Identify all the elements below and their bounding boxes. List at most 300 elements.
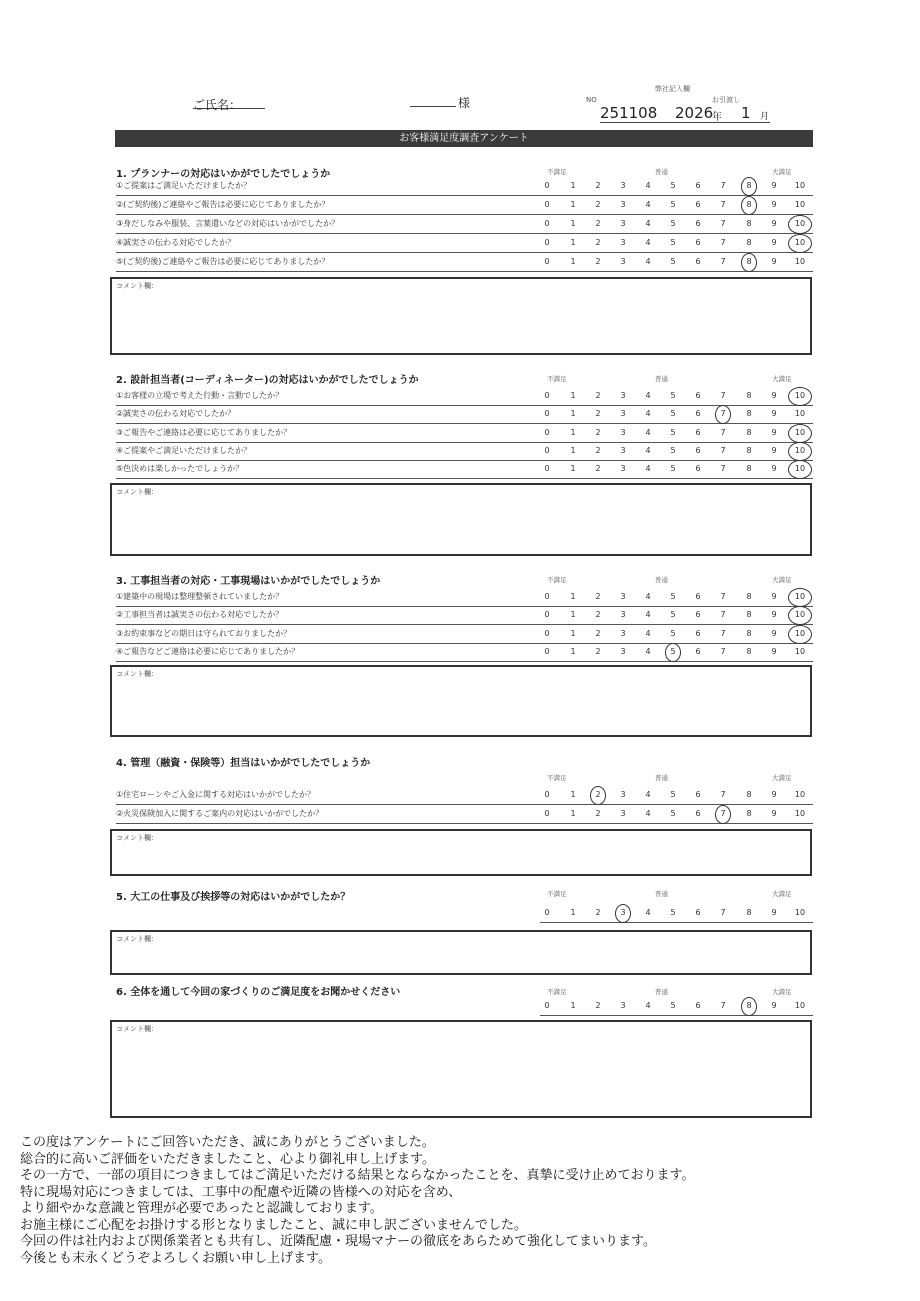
question-divider — [116, 214, 813, 215]
rating-option-4[interactable]: 4 — [645, 257, 651, 266]
rating-option-5[interactable]: 5 — [670, 790, 676, 799]
rating-option-7[interactable]: 7 — [720, 629, 726, 638]
rating-option-6[interactable]: 6 — [695, 409, 701, 418]
rating-option-3[interactable]: 3 — [620, 219, 626, 228]
rating-option-5[interactable]: 5 — [670, 647, 676, 656]
rating-option-7[interactable]: 7 — [720, 446, 726, 455]
question-divider — [116, 233, 813, 234]
header-line — [600, 122, 770, 123]
rating-option-3[interactable]: 3 — [620, 809, 626, 818]
scale-label-high: 大満足 — [772, 890, 792, 898]
rating-option-1[interactable]: 1 — [570, 809, 576, 818]
rating-option-10[interactable]: 10 — [794, 181, 806, 190]
question-text: ③身だしなみや服装、言葉遣いなどの対応はいかがでしたか？ — [116, 219, 340, 228]
rating-option-5[interactable]: 5 — [670, 181, 676, 190]
rating-option-10[interactable]: 10 — [794, 1001, 806, 1010]
rating-option-10[interactable]: 10 — [794, 610, 806, 619]
rating-option-10[interactable]: 10 — [794, 428, 806, 437]
rating-option-7[interactable]: 7 — [720, 409, 726, 418]
rating-option-1[interactable]: 1 — [570, 592, 576, 601]
rating-option-7[interactable]: 7 — [720, 181, 726, 190]
rating-option-8[interactable]: 8 — [746, 428, 752, 437]
handover-month: 1 — [741, 104, 751, 122]
rating-option-1[interactable]: 1 — [570, 238, 576, 247]
rating-option-9[interactable]: 9 — [771, 908, 777, 917]
rating-option-9[interactable]: 9 — [771, 409, 777, 418]
rating-option-1[interactable]: 1 — [570, 428, 576, 437]
rating-option-5[interactable]: 5 — [670, 446, 676, 455]
rating-option-6[interactable]: 6 — [695, 219, 701, 228]
question-divider — [540, 922, 813, 923]
rating-option-0[interactable]: 0 — [544, 647, 550, 656]
scale-label-low: 不満足 — [547, 576, 567, 584]
rating-option-5[interactable]: 5 — [670, 592, 676, 601]
rating-option-5[interactable]: 5 — [670, 200, 676, 209]
rating-option-6[interactable]: 6 — [695, 809, 701, 818]
answer-circle — [615, 904, 631, 923]
question-text: ①お客様の立場で考えた行動・言動でしたか？ — [116, 391, 284, 400]
rating-option-2[interactable]: 2 — [595, 629, 601, 638]
answer-circle — [788, 387, 812, 406]
rating-option-0[interactable]: 0 — [544, 629, 550, 638]
sama-label: 様 — [458, 96, 471, 110]
rating-option-3[interactable]: 3 — [620, 181, 626, 190]
rating-option-0[interactable]: 0 — [544, 257, 550, 266]
section-title: 1. プランナーの対応はいかがでしたでしょうか — [116, 169, 331, 180]
rating-option-7[interactable]: 7 — [720, 610, 726, 619]
rating-option-0[interactable]: 0 — [544, 428, 550, 437]
message-line: 今回の件は社内および関係業者とも共有し、近隣配慮・現場マナーの徹底をあらためて強化してまいります。 — [20, 1234, 656, 1249]
rating-option-2[interactable]: 2 — [595, 647, 601, 656]
rating-option-9[interactable]: 9 — [771, 647, 777, 656]
rating-option-9[interactable]: 9 — [771, 464, 777, 473]
rating-option-8[interactable]: 8 — [746, 809, 752, 818]
scale-label-mid: 普通 — [655, 168, 668, 176]
rating-option-9[interactable]: 9 — [771, 629, 777, 638]
question-text: ①ご提案はご満足いただけましたか？ — [116, 181, 252, 190]
rating-option-7[interactable]: 7 — [720, 428, 726, 437]
survey-banner: お客様満足度調査アンケート — [115, 130, 813, 147]
rating-option-0[interactable]: 0 — [544, 464, 550, 473]
scale-label-high: 大満足 — [772, 774, 792, 782]
rating-option-7[interactable]: 7 — [720, 200, 726, 209]
rating-option-5[interactable]: 5 — [670, 908, 676, 917]
rating-option-4[interactable]: 4 — [645, 610, 651, 619]
rating-option-0[interactable]: 0 — [544, 610, 550, 619]
answer-circle — [788, 460, 812, 479]
rating-option-3[interactable]: 3 — [620, 200, 626, 209]
rating-option-6[interactable]: 6 — [695, 1001, 701, 1010]
rating-option-2[interactable]: 2 — [595, 610, 601, 619]
rating-option-6[interactable]: 6 — [695, 629, 701, 638]
rating-option-10[interactable]: 10 — [794, 647, 806, 656]
rating-option-10[interactable]: 10 — [794, 409, 806, 418]
rating-option-8[interactable]: 8 — [746, 391, 752, 400]
rating-option-2[interactable]: 2 — [595, 391, 601, 400]
rating-option-3[interactable]: 3 — [620, 464, 626, 473]
question-text: ⑤色決めは楽しかったでしょうか？ — [116, 464, 244, 473]
rating-option-1[interactable]: 1 — [570, 647, 576, 656]
rating-option-2[interactable]: 2 — [595, 592, 601, 601]
rating-option-4[interactable]: 4 — [645, 1001, 651, 1010]
rating-option-4[interactable]: 4 — [645, 647, 651, 656]
question-divider — [116, 823, 813, 824]
rating-option-6[interactable]: 6 — [695, 647, 701, 656]
year-unit: 年 — [712, 112, 722, 123]
answer-circle — [788, 442, 812, 461]
rating-option-10[interactable]: 10 — [794, 200, 806, 209]
rating-option-3[interactable]: 3 — [620, 647, 626, 656]
rating-option-6[interactable]: 6 — [695, 610, 701, 619]
rating-option-9[interactable]: 9 — [771, 181, 777, 190]
rating-option-1[interactable]: 1 — [570, 219, 576, 228]
rating-option-1[interactable]: 1 — [570, 1001, 576, 1010]
rating-option-1[interactable]: 1 — [570, 446, 576, 455]
question-divider — [116, 804, 813, 805]
section-title: 4. 管理（融資・保険等）担当はいかがでしたでしょうか — [116, 758, 371, 769]
name-value-line — [410, 106, 456, 107]
comment-box[interactable] — [110, 483, 812, 556]
rating-option-2[interactable]: 2 — [595, 790, 601, 799]
rating-option-4[interactable]: 4 — [645, 409, 651, 418]
rating-option-4[interactable]: 4 — [645, 428, 651, 437]
rating-option-4[interactable]: 4 — [645, 200, 651, 209]
rating-option-9[interactable]: 9 — [771, 428, 777, 437]
question-divider — [116, 606, 813, 607]
rating-option-2[interactable]: 2 — [595, 464, 601, 473]
rating-option-3[interactable]: 3 — [620, 790, 626, 799]
rating-option-2[interactable]: 2 — [595, 1001, 601, 1010]
comment-label: コメント欄： — [116, 834, 158, 842]
rating-option-4[interactable]: 4 — [645, 391, 651, 400]
rating-option-4[interactable]: 4 — [645, 629, 651, 638]
rating-option-0[interactable]: 0 — [544, 446, 550, 455]
no-label: NO — [586, 96, 597, 104]
rating-option-8[interactable]: 8 — [746, 409, 752, 418]
rating-option-9[interactable]: 9 — [771, 391, 777, 400]
message-line: 特に現場対応につきましては、工事中の配慮や近隣の皆様への対応を含め、 — [20, 1184, 462, 1200]
question-divider — [116, 405, 813, 406]
rating-option-1[interactable]: 1 — [570, 908, 576, 917]
rating-option-1[interactable]: 1 — [570, 200, 576, 209]
rating-option-0[interactable]: 0 — [544, 809, 550, 818]
question-divider — [116, 643, 813, 644]
question-text: ③お約束事などの期日は守られておりましたか？ — [116, 629, 292, 638]
rating-option-7[interactable]: 7 — [720, 464, 726, 473]
question-divider — [116, 271, 813, 272]
rating-option-1[interactable]: 1 — [570, 391, 576, 400]
rating-option-3[interactable]: 3 — [620, 592, 626, 601]
rating-option-10[interactable]: 10 — [794, 809, 806, 818]
question-text: ②工事担当者は誠実さの伝わる対応でしたか？ — [116, 610, 284, 619]
answer-circle — [715, 405, 731, 424]
rating-option-1[interactable]: 1 — [570, 790, 576, 799]
comment-box[interactable] — [110, 277, 812, 355]
rating-option-6[interactable]: 6 — [695, 592, 701, 601]
rating-option-0[interactable]: 0 — [544, 200, 550, 209]
rating-option-4[interactable]: 4 — [645, 809, 651, 818]
rating-option-9[interactable]: 9 — [771, 790, 777, 799]
answer-circle — [741, 253, 757, 272]
rating-option-2[interactable]: 2 — [595, 908, 601, 917]
rating-option-9[interactable]: 9 — [771, 610, 777, 619]
rating-option-6[interactable]: 6 — [695, 908, 701, 917]
rating-option-2[interactable]: 2 — [595, 257, 601, 266]
rating-option-10[interactable]: 10 — [794, 592, 806, 601]
question-text: ④ご提案やご満足いただけましたか？ — [116, 446, 252, 455]
handover-label: お引渡し — [712, 96, 740, 104]
rating-option-4[interactable]: 4 — [645, 592, 651, 601]
rating-option-7[interactable]: 7 — [720, 809, 726, 818]
rating-option-9[interactable]: 9 — [771, 809, 777, 818]
rating-option-1[interactable]: 1 — [570, 409, 576, 418]
rating-option-4[interactable]: 4 — [645, 446, 651, 455]
rating-option-7[interactable]: 7 — [720, 908, 726, 917]
rating-option-5[interactable]: 5 — [670, 428, 676, 437]
rating-option-7[interactable]: 7 — [720, 1001, 726, 1010]
question-divider — [116, 460, 813, 461]
answer-circle — [788, 215, 812, 234]
rating-option-2[interactable]: 2 — [595, 181, 601, 190]
rating-option-10[interactable]: 10 — [794, 238, 806, 247]
rating-option-8[interactable]: 8 — [746, 647, 752, 656]
scale-label-low: 不満足 — [547, 890, 567, 898]
rating-option-5[interactable]: 5 — [670, 409, 676, 418]
rating-option-5[interactable]: 5 — [670, 257, 676, 266]
rating-option-3[interactable]: 3 — [620, 446, 626, 455]
scale-label-mid: 普通 — [655, 375, 668, 383]
rating-option-7[interactable]: 7 — [720, 219, 726, 228]
comment-box[interactable] — [110, 930, 812, 975]
rating-option-3[interactable]: 3 — [620, 629, 626, 638]
rating-option-6[interactable]: 6 — [695, 790, 701, 799]
question-text: ②火災保険加入に関するご案内の対応はいかがでしたか？ — [116, 809, 324, 818]
rating-option-0[interactable]: 0 — [544, 1001, 550, 1010]
rating-option-3[interactable]: 3 — [620, 428, 626, 437]
scale-label-mid: 普通 — [655, 890, 668, 898]
message-line: この度はアンケートにご回答いただき、誠にありがとうございました。 — [20, 1135, 435, 1150]
rating-option-5[interactable]: 5 — [670, 391, 676, 400]
rating-option-9[interactable]: 9 — [771, 257, 777, 266]
company-note: 弊社記入欄 — [655, 85, 690, 93]
rating-option-10[interactable]: 10 — [794, 629, 806, 638]
rating-option-6[interactable]: 6 — [695, 181, 701, 190]
rating-option-2[interactable]: 2 — [595, 446, 601, 455]
scale-label-low: 不満足 — [547, 988, 567, 996]
question-divider — [116, 252, 813, 253]
rating-option-7[interactable]: 7 — [720, 647, 726, 656]
message-line: 今後とも末永くどうぞよろしくお願い申し上げます。 — [20, 1250, 331, 1266]
question-text: ②(ご契約後)ご連絡やご報告は必要に応じてありましたか？ — [116, 200, 330, 209]
rating-option-3[interactable]: 3 — [620, 257, 626, 266]
rating-option-10[interactable]: 10 — [794, 446, 806, 455]
rating-option-7[interactable]: 7 — [720, 790, 726, 799]
question-text: ②誠実さの伝わる対応でしたか？ — [116, 409, 236, 418]
comment-box[interactable] — [110, 665, 812, 737]
comment-label: コメント欄： — [116, 282, 158, 290]
message-line: その一方で、一部の項目につきましてはご満足いただける結果とならなかったことを、真摯に受け止めております。 — [20, 1168, 695, 1183]
rating-option-0[interactable]: 0 — [544, 391, 550, 400]
section-title: 5. 大工の仕事及び挨拶等の対応はいかがでしたか？ — [116, 892, 351, 903]
rating-option-0[interactable]: 0 — [544, 219, 550, 228]
rating-option-9[interactable]: 9 — [771, 592, 777, 601]
question-text: ④ご報告などご連絡は必要に応じてありましたか？ — [116, 647, 300, 656]
scale-label-high: 大満足 — [772, 576, 792, 584]
scale-label-low: 不満足 — [547, 168, 567, 176]
rating-option-6[interactable]: 6 — [695, 257, 701, 266]
question-divider — [116, 423, 813, 424]
comment-box[interactable] — [110, 829, 812, 876]
rating-option-8[interactable]: 8 — [746, 908, 752, 917]
rating-option-4[interactable]: 4 — [645, 790, 651, 799]
rating-option-5[interactable]: 5 — [670, 1001, 676, 1010]
scale-label-low: 不満足 — [547, 375, 567, 383]
answer-circle — [741, 997, 757, 1016]
comment-label: コメント欄： — [116, 670, 158, 678]
answer-circle — [665, 643, 681, 662]
answer-circle — [741, 196, 757, 215]
rating-option-8[interactable]: 8 — [746, 446, 752, 455]
rating-option-2[interactable]: 2 — [595, 428, 601, 437]
rating-option-3[interactable]: 3 — [620, 1001, 626, 1010]
rating-option-6[interactable]: 6 — [695, 464, 701, 473]
rating-option-8[interactable]: 8 — [746, 257, 752, 266]
rating-option-3[interactable]: 3 — [620, 610, 626, 619]
rating-option-10[interactable]: 10 — [794, 464, 806, 473]
rating-option-5[interactable]: 5 — [670, 464, 676, 473]
rating-option-8[interactable]: 8 — [746, 629, 752, 638]
rating-option-6[interactable]: 6 — [695, 200, 701, 209]
answer-circle — [788, 424, 812, 443]
question-divider — [116, 478, 813, 479]
rating-option-4[interactable]: 4 — [645, 238, 651, 247]
comment-label: コメント欄： — [116, 488, 158, 496]
message-line: 総合的に高いご評価をいただきましたこと、心より御礼申し上げます。 — [20, 1151, 435, 1167]
rating-option-8[interactable]: 8 — [746, 200, 752, 209]
rating-option-8[interactable]: 8 — [746, 181, 752, 190]
rating-option-1[interactable]: 1 — [570, 257, 576, 266]
rating-option-8[interactable]: 8 — [746, 464, 752, 473]
answer-circle — [715, 805, 731, 824]
rating-option-7[interactable]: 7 — [720, 592, 726, 601]
rating-option-10[interactable]: 10 — [794, 257, 806, 266]
rating-option-0[interactable]: 0 — [544, 181, 550, 190]
scale-label-low: 不満足 — [547, 774, 567, 782]
question-text: ⑤(ご契約後)ご連絡やご報告は必要に応じてありましたか？ — [116, 257, 330, 266]
rating-option-6[interactable]: 6 — [695, 238, 701, 247]
rating-option-10[interactable]: 10 — [794, 391, 806, 400]
rating-option-6[interactable]: 6 — [695, 428, 701, 437]
answer-circle — [788, 606, 812, 625]
section-title: 2. 設計担当者(コーディネーター)の対応はいかがでしたでしょうか — [116, 375, 419, 386]
rating-option-9[interactable]: 9 — [771, 238, 777, 247]
rating-option-9[interactable]: 9 — [771, 200, 777, 209]
question-divider — [116, 195, 813, 196]
rating-option-3[interactable]: 3 — [620, 238, 626, 247]
rating-option-10[interactable]: 10 — [794, 790, 806, 799]
comment-box[interactable] — [110, 1020, 812, 1118]
rating-option-7[interactable]: 7 — [720, 391, 726, 400]
scale-label-mid: 普通 — [655, 774, 668, 782]
rating-option-7[interactable]: 7 — [720, 238, 726, 247]
question-text: ③ご報告やご連絡は必要に応じてありましたか？ — [116, 428, 292, 437]
rating-option-5[interactable]: 5 — [670, 809, 676, 818]
rating-option-3[interactable]: 3 — [620, 391, 626, 400]
rating-option-0[interactable]: 0 — [544, 908, 550, 917]
rating-option-5[interactable]: 5 — [670, 238, 676, 247]
survey-number: 251108 — [600, 104, 658, 122]
answer-circle — [741, 177, 757, 196]
rating-option-10[interactable]: 10 — [794, 219, 806, 228]
answer-circle — [590, 786, 606, 805]
rating-option-2[interactable]: 2 — [595, 200, 601, 209]
rating-option-4[interactable]: 4 — [645, 219, 651, 228]
handover-year: 2026 — [675, 104, 714, 122]
section-title: 6. 全体を通して今回の家づくりのご満足度をお聞かせください — [116, 987, 401, 998]
rating-option-8[interactable]: 8 — [746, 219, 752, 228]
rating-option-2[interactable]: 2 — [595, 219, 601, 228]
rating-option-6[interactable]: 6 — [695, 391, 701, 400]
name-field — [193, 94, 265, 112]
question-divider — [116, 442, 813, 443]
rating-option-0[interactable]: 0 — [544, 790, 550, 799]
answer-circle — [788, 234, 812, 253]
scale-label-high: 大満足 — [772, 168, 792, 176]
rating-option-2[interactable]: 2 — [595, 409, 601, 418]
rating-option-1[interactable]: 1 — [570, 629, 576, 638]
rating-option-1[interactable]: 1 — [570, 181, 576, 190]
rating-option-8[interactable]: 8 — [746, 592, 752, 601]
rating-option-0[interactable]: 0 — [544, 592, 550, 601]
rating-option-4[interactable]: 4 — [645, 181, 651, 190]
scale-label-high: 大満足 — [772, 375, 792, 383]
rating-option-0[interactable]: 0 — [544, 238, 550, 247]
rating-option-3[interactable]: 3 — [620, 908, 626, 917]
rating-option-8[interactable]: 8 — [746, 790, 752, 799]
question-divider — [540, 1015, 813, 1016]
scale-label-mid: 普通 — [655, 988, 668, 996]
rating-option-2[interactable]: 2 — [595, 238, 601, 247]
rating-option-0[interactable]: 0 — [544, 409, 550, 418]
rating-option-4[interactable]: 4 — [645, 908, 651, 917]
rating-option-9[interactable]: 9 — [771, 446, 777, 455]
comment-label: コメント欄： — [116, 935, 158, 943]
question-divider — [116, 661, 813, 662]
section-title: 3. 工事担当者の対応・工事現場はいかがでしたでしょうか — [116, 576, 381, 587]
question-divider — [116, 624, 813, 625]
rating-option-8[interactable]: 8 — [746, 1001, 752, 1010]
rating-option-1[interactable]: 1 — [570, 464, 576, 473]
rating-option-5[interactable]: 5 — [670, 219, 676, 228]
rating-option-7[interactable]: 7 — [720, 257, 726, 266]
rating-option-9[interactable]: 9 — [771, 219, 777, 228]
rating-option-8[interactable]: 8 — [746, 610, 752, 619]
rating-option-1[interactable]: 1 — [570, 610, 576, 619]
message-line: お施主様にご心配をお掛けする形となりましたこと、誠に申し訳ございませんでした。 — [20, 1217, 528, 1233]
month-unit: 月 — [760, 112, 770, 122]
name-label: ご氏名： — [193, 98, 242, 112]
rating-option-2[interactable]: 2 — [595, 809, 601, 818]
answer-circle — [788, 625, 812, 644]
rating-option-5[interactable]: 5 — [670, 610, 676, 619]
rating-option-8[interactable]: 8 — [746, 238, 752, 247]
rating-option-6[interactable]: 6 — [695, 446, 701, 455]
rating-option-4[interactable]: 4 — [645, 464, 651, 473]
rating-option-9[interactable]: 9 — [771, 1001, 777, 1010]
rating-option-5[interactable]: 5 — [670, 629, 676, 638]
rating-option-10[interactable]: 10 — [794, 908, 806, 917]
rating-option-3[interactable]: 3 — [620, 409, 626, 418]
